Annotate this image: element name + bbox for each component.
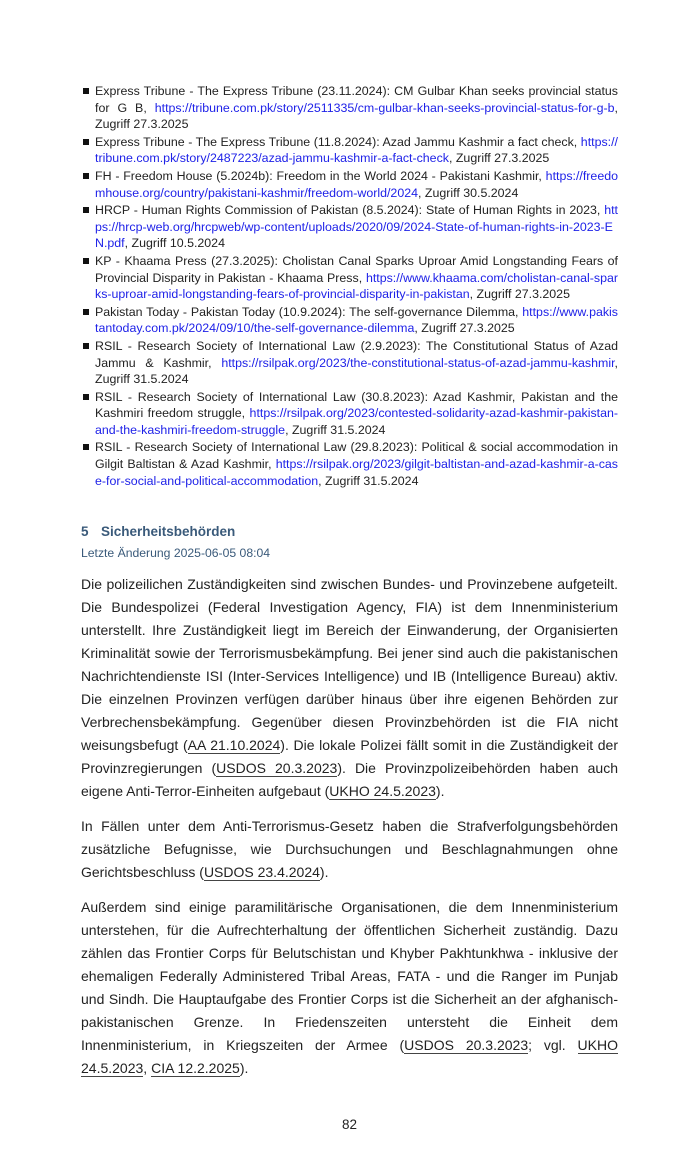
reference-access-date: , Zugriff 31.5.2024: [318, 473, 419, 488]
reference-text: FH - Freedom House (5.2024b): Freedom in the World 2024 - Pakistani Kashmir,: [95, 168, 546, 183]
reference-link[interactable]: https://www.pakistantoday.com.pk/2024/09/10/the-self-governance-dilemma: [95, 304, 618, 336]
reference-item: [95, 389, 618, 439]
reference-access-date: , Zugriff 31.5.2024: [285, 422, 386, 437]
reference-access-date: , Zugriff 27.3.2025: [448, 151, 550, 166]
reference-item: [95, 134, 618, 167]
paragraph-3: [81, 896, 618, 1080]
section-title: Sicherheitsbehörden: [101, 524, 236, 540]
section-heading: [81, 523, 618, 541]
reference-text: Express Tribune - The Express Tribune (11.8.2024): Azad Jammu Kashmir a fact check,: [95, 134, 581, 149]
reference-item: [95, 168, 618, 201]
reference-link[interactable]: https://rsilpak.org/2023/gilgit-baltistan-and-azad-kashmir-a-case-for-social-and-political-accommodation: [95, 457, 618, 488]
reference-item: [95, 338, 618, 388]
reference-link[interactable]: https://rsilpak.org/2023/the-constitutional-status-of-azad-jammu-kashmir: [221, 355, 615, 370]
reference-item: [95, 253, 618, 303]
reference-text: HRCP - Human Rights Commission of Pakistan (8.5.2024): State of Human Rights in 2023,: [95, 203, 605, 218]
reference-link[interactable]: https://www.khaama.com/cholistan-canal-sparks-uproar-amid-longstanding-fears-of-provincial-disparity-in-pakistan: [95, 270, 618, 302]
citation-link[interactable]: UKHO 24.5.2023: [329, 783, 436, 800]
citation-link[interactable]: USDOS 20.3.2023: [216, 760, 338, 777]
reference-text: RSIL - Research Society of International Law (30.8.2023): Azad Kashmir, Pakistan and the Kashmiri freedom struggle,: [95, 389, 618, 421]
paragraph-2: [81, 815, 618, 884]
citation-link[interactable]: UKHO 24.5.2023: [81, 1037, 618, 1077]
text: ; vgl.: [528, 1037, 578, 1054]
reference-link[interactable]: https://tribune.com.pk/story/2511335/cm-gulbar-khan-seeks-provincial-status-for-g-b: [154, 100, 615, 115]
reference-link[interactable]: https://freedomhouse.org/country/pakistani-kashmir/freedom-world/2024: [95, 168, 618, 200]
reference-access-date: , Zugriff 27.3.2025: [414, 321, 515, 336]
reference-text: KP - Khaama Press (27.3.2025): Cholistan Canal Sparks Uproar Amid Longstanding Fears of Provincial Disparity in Pakistan - Khaama Press,: [95, 253, 618, 285]
reference-text: Pakistan Today - Pakistan Today (10.9.2024): The self-governance Dilemma,: [95, 304, 523, 319]
reference-item: [95, 439, 618, 489]
reference-access-date: , Zugriff 27.3.2025: [469, 287, 570, 302]
reference-text: RSIL - Research Society of International Law (29.8.2023): Political & social accommodation in Gilgit Baltistan & Azad Kashmir,: [95, 440, 618, 472]
section-number: 5: [81, 524, 89, 540]
citation-link[interactable]: AA 21.10.2024: [187, 737, 281, 754]
text: ).: [319, 864, 329, 881]
paragraph-1: [81, 573, 618, 803]
page-number: 82: [341, 1117, 358, 1133]
text: ). Die lokale Polizei fällt somit in die Zuständigkeit der Provinzregierungen (: [81, 737, 619, 777]
reference-access-date: , Zugriff 31.5.2024: [95, 355, 618, 387]
reference-access-date: , Zugriff 10.5.2024: [124, 236, 225, 251]
citation-link[interactable]: USDOS 20.3.2023: [404, 1037, 529, 1054]
reference-item: [95, 83, 618, 133]
reference-text: Express Tribune - The Express Tribune (23.11.2024): CM Gulbar Khan seeks provincial status for G B,: [95, 84, 618, 115]
reference-access-date: , Zugriff 27.3.2025: [95, 100, 618, 132]
citation-link[interactable]: CIA 12.2.2025: [151, 1060, 240, 1077]
text: Die polizeilichen Zuständigkeiten sind zwischen Bundes- und Provinzebene aufgeteilt. Die Bundespolizei (Federal Investigation Agency, FIA) ist dem Innenministerium unterstellt. Ihre Zuständigkeit liegt im Bereich der Einwanderung, der Organisierten Kriminalität sowie der Terrorismusbekämpfung. Bei jener sind auch die pakistanischen Nachrichtendienste ISI (Inter-Services Intelligence) und IB (Intelligence Bureau) aktiv. Die einzelnen Provinzen verfügen darüber hinaus über ihre eigenen Behörden zur Verbrechensbekämpfung. Gegenüber diesen Provinzbehörden ist die FIA nicht weisungsbefugt (: [81, 576, 618, 754]
last-change-timestamp: Letzte Änderung 2025-06-05 08:04: [81, 546, 271, 561]
reference-link[interactable]: https://tribune.com.pk/story/2487223/azad-jammu-kashmir-a-fact-check: [95, 134, 618, 166]
text: Außerdem sind einige paramilitärische Organisationen, die dem Innenministerium unterstehen, für die Aufrechterhaltung der öffentlichen Sicherheit zuständig. Dazu zählen das Frontier Corps für Belutschistan und Khyber Pakhtunkhwa - inklusive der ehemaligen Federally Administered Tribal Areas, FATA - und die Ranger im Punjab und Sindh. Die Hauptaufgabe des Frontier Corps ist die Sicherheit an der afghanisch-pakistanischen Grenze. In Friedenszeiten untersteht die Einheit dem Innenministerium, in Kriegszeiten der Armee (: [81, 899, 618, 1054]
reference-list: [95, 83, 618, 489]
reference-item: [95, 202, 618, 252]
reference-text: RSIL - Research Society of International Law (2.9.2023): The Constitutional Status of Azad Jammu & Kashmir,: [95, 338, 618, 370]
text: In Fällen unter dem Anti-Terrorismus-Gesetz haben die Strafverfolgungsbehörden zusätzliche Befugnisse, wie Durchsuchungen und Beschlagnahmungen ohne Gerichtsbeschluss (: [81, 818, 618, 881]
citation-link[interactable]: USDOS 23.4.2024: [203, 864, 320, 881]
text: ,: [143, 1060, 152, 1077]
text: ).: [435, 783, 445, 800]
section-body: [81, 573, 618, 1080]
reference-link[interactable]: https://hrcp-web.org/hrcpweb/wp-content/uploads/2020/09/2024-State-of-human-rights-in-2023-EN.pdf: [95, 203, 618, 251]
text: ).: [239, 1060, 249, 1077]
reference-link[interactable]: https://rsilpak.org/2023/contested-solidarity-azad-kashmir-pakistan-and-the-kashmiri-freedom-struggle: [95, 406, 618, 437]
text: ). Die Provinzpolizeibehörden haben auch eigene Anti-Terror-Einheiten aufgebaut (: [81, 760, 618, 800]
reference-item: [95, 304, 618, 337]
reference-access-date: , Zugriff 30.5.2024: [418, 185, 519, 200]
